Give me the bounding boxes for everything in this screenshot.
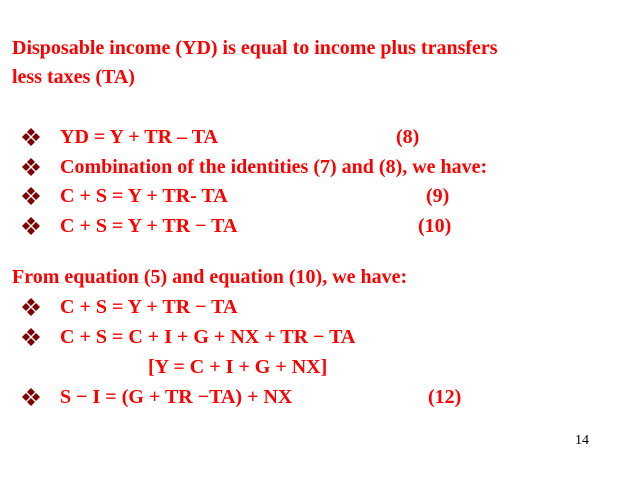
equation-8-text: YD = Y + TR – TA (60, 126, 218, 148)
combination-text: Combination of the identities (7) and (8), we have: (60, 156, 488, 178)
equation-10-text: C + S = Y + TR − TA (60, 215, 238, 237)
equation-10-number: (10) (418, 215, 452, 237)
equation-b2-text: C + S = C + I + G + NX + TR − TA (60, 326, 356, 348)
intro-line-1: Disposable income (YD) is equal to income plus transfers (12, 37, 498, 59)
page-number: 14 (575, 433, 589, 448)
diamond-bullet-icon (22, 388, 40, 406)
diamond-bullet-icon (22, 298, 40, 316)
bracket-identity-line: [Y = C + I + G + NX] (148, 356, 328, 378)
equation-9-text: C + S = Y + TR- TA (60, 185, 228, 207)
equation-8-number: (8) (396, 126, 420, 148)
diamond-bullet-icon (22, 158, 40, 176)
equation-12-number: (12) (428, 386, 462, 408)
diamond-bullet-icon (22, 217, 40, 235)
from-equation-line: From equation (5) and equation (10), we have: (12, 266, 408, 288)
equation-9-number: (9) (426, 185, 450, 207)
diamond-bullet-icon (22, 187, 40, 205)
equation-b1-text: C + S = Y + TR − TA (60, 296, 238, 318)
diamond-bullet-icon (22, 328, 40, 346)
diamond-bullet-icon (22, 128, 40, 146)
equation-12-text: S − I = (G + TR −TA) + NX (60, 386, 293, 408)
intro-line-2: less taxes (TA) (12, 66, 135, 88)
